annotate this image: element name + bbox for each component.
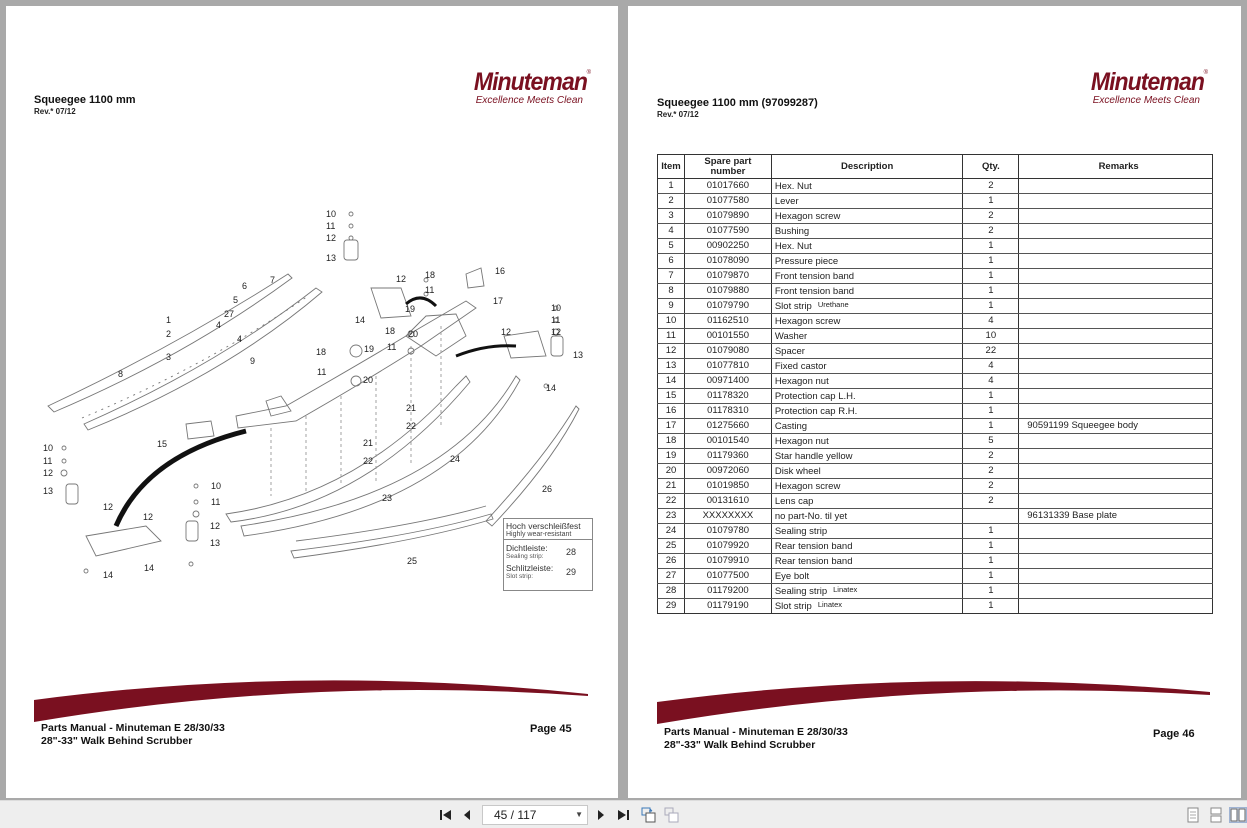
cell-part-number: 01179190 <box>684 599 771 614</box>
table-row <box>658 269 1213 284</box>
callout-item-number: 8 <box>118 369 124 379</box>
legend-row-slot-strip: Schlitzleiste: Slot strip: 29 <box>506 563 576 580</box>
cell-qty: 4 <box>963 314 1019 329</box>
callout-item-number: 18 <box>385 326 396 336</box>
cell-part-number: 01179360 <box>684 449 771 464</box>
cell-remarks <box>1019 584 1213 599</box>
table-row <box>658 554 1213 569</box>
callout-item-number: 27 <box>224 309 235 319</box>
cell-item: 16 <box>658 404 685 419</box>
cell-description: Hexagon nut <box>771 434 963 449</box>
cell-part-number: 01079780 <box>684 524 771 539</box>
cell-remarks <box>1019 554 1213 569</box>
cell-description: Spacer <box>771 344 963 359</box>
callout-item-number: 10 <box>551 303 562 313</box>
cell-part-number: 01162510 <box>684 314 771 329</box>
callout-item-number: 12 <box>501 327 512 337</box>
cell-description: Front tension band <box>771 269 963 284</box>
footer-manual-title: Parts Manual - Minuteman E 28/30/33 28"-33" Walk Behind Scrubber <box>664 726 848 751</box>
cell-description: Eye bolt <box>771 569 963 584</box>
callout-item-number: 11 <box>425 285 435 295</box>
material-note: Linatex <box>833 585 858 594</box>
cell-qty: 1 <box>963 269 1019 284</box>
header-remarks: Remarks <box>1019 155 1213 179</box>
cell-qty: 1 <box>963 284 1019 299</box>
triangle-left-icon <box>462 809 472 821</box>
callout-item-number: 2 <box>166 329 172 339</box>
table-row <box>658 299 1213 314</box>
callout-item-number: 7 <box>270 275 276 285</box>
callout-item-number: 16 <box>495 266 506 276</box>
cell-part-number: 00972060 <box>684 464 771 479</box>
callout-item-number: 15 <box>157 439 168 449</box>
cell-description: Sealing strip <box>771 524 963 539</box>
table-row <box>658 314 1213 329</box>
cell-qty: 2 <box>963 464 1019 479</box>
page-title: Squeegee 1100 mm (97099287) <box>657 97 818 109</box>
cell-part-number: 01179200 <box>684 584 771 599</box>
cell-description: Washer <box>771 329 963 344</box>
callout-item-number: 6 <box>242 281 248 291</box>
header-description: Description <box>771 155 963 179</box>
callout-item-number: 22 <box>363 456 374 466</box>
callout-item-number: 23 <box>382 493 393 503</box>
table-row <box>658 404 1213 419</box>
cell-description: Hexagon screw <box>771 314 963 329</box>
cell-remarks <box>1019 539 1213 554</box>
skip-to-last-icon <box>616 809 630 821</box>
callout-item-number: 19 <box>405 304 416 314</box>
cell-description: Front tension band <box>771 284 963 299</box>
callout-item-number: 18 <box>425 270 436 280</box>
callout-item-number: 14 <box>355 315 366 325</box>
callout-item-number: 17 <box>493 296 504 306</box>
cell-part-number: 01079890 <box>684 209 771 224</box>
cell-qty: 1 <box>963 539 1019 554</box>
cell-qty: 2 <box>963 449 1019 464</box>
cell-remarks <box>1019 299 1213 314</box>
cell-description: Hex. Nut <box>771 179 963 194</box>
next-page-button[interactable] <box>594 807 608 823</box>
table-row <box>658 419 1213 434</box>
callout-item-number: 4 <box>216 320 222 330</box>
cell-part-number: 01077810 <box>684 359 771 374</box>
callout-item-number: 10 <box>211 481 222 491</box>
cell-remarks <box>1019 449 1213 464</box>
cell-description: Hexagon screw <box>771 479 963 494</box>
cell-part-number: 01079920 <box>684 539 771 554</box>
callout-item-number: 11 <box>211 497 221 507</box>
callout-item-number: 13 <box>573 350 584 360</box>
cell-item: 12 <box>658 344 685 359</box>
callout-item-number: 25 <box>407 556 418 566</box>
cell-description: Bushing <box>771 224 963 239</box>
fit-width-button[interactable] <box>663 807 681 823</box>
callout-item-number: 12 <box>326 233 337 243</box>
table-row <box>658 239 1213 254</box>
legend-row-sealing-strip: Dichtleiste: Sealing strip: 28 <box>506 543 576 560</box>
cell-item: 15 <box>658 389 685 404</box>
callout-item-number: 10 <box>43 443 54 453</box>
callout-item-number: 12 <box>551 327 562 337</box>
cell-description: no part-No. til yet <box>771 509 963 524</box>
table-row <box>658 509 1213 524</box>
cell-qty: 10 <box>963 329 1019 344</box>
cell-item: 10 <box>658 314 685 329</box>
table-row <box>658 449 1213 464</box>
cell-remarks <box>1019 374 1213 389</box>
callout-item-number: 12 <box>396 274 407 284</box>
two-page-icon <box>1230 808 1246 822</box>
cell-item: 25 <box>658 539 685 554</box>
cell-remarks <box>1019 224 1213 239</box>
cell-qty: 2 <box>963 494 1019 509</box>
cell-qty: 1 <box>963 599 1019 614</box>
cell-description: Slot strip $^{Urethane}$ <box>771 299 963 314</box>
header-qty: Qty. <box>963 155 1019 179</box>
cell-description: Pressure piece <box>771 254 963 269</box>
dropdown-caret-icon: ▼ <box>575 810 583 819</box>
cell-part-number: 01079080 <box>684 344 771 359</box>
callout-item-number: 11 <box>326 221 336 231</box>
continuous-view-button[interactable] <box>1209 807 1223 823</box>
callout-item-number: 12 <box>43 468 54 478</box>
cell-qty: 1 <box>963 524 1019 539</box>
table-row <box>658 359 1213 374</box>
logo-wordmark: Minuteman <box>1090 68 1204 96</box>
logo-tagline: Excellence Meets Clean <box>475 95 583 106</box>
cell-item: 22 <box>658 494 685 509</box>
fit-page-icon <box>641 807 657 823</box>
cell-item: 2 <box>658 194 685 209</box>
cell-item: 6 <box>658 254 685 269</box>
page-number: Page 45 <box>530 723 572 735</box>
cell-item: 24 <box>658 524 685 539</box>
cell-part-number: 01079880 <box>684 284 771 299</box>
cell-remarks <box>1019 254 1213 269</box>
cell-remarks <box>1019 179 1213 194</box>
cell-remarks <box>1019 599 1213 614</box>
cell-remarks <box>1019 404 1213 419</box>
two-page-view-button[interactable] <box>1229 807 1247 823</box>
cell-item: 14 <box>658 374 685 389</box>
single-page-view-button[interactable] <box>1186 807 1200 823</box>
cell-part-number: 01079870 <box>684 269 771 284</box>
cell-item: 18 <box>658 434 685 449</box>
table-header-row <box>658 155 1213 179</box>
cell-part-number: 01077580 <box>684 194 771 209</box>
cell-qty: 1 <box>963 389 1019 404</box>
cell-remarks <box>1019 494 1213 509</box>
table-row <box>658 464 1213 479</box>
cell-part-number: 01019850 <box>684 479 771 494</box>
callout-item-number: 21 <box>406 403 417 413</box>
cell-item: 28 <box>658 584 685 599</box>
table-row <box>658 569 1213 584</box>
cell-item: 11 <box>658 329 685 344</box>
previous-page-button[interactable] <box>460 807 474 823</box>
cell-qty: 4 <box>963 359 1019 374</box>
page-indicator: 45 / 117 <box>494 808 537 822</box>
table-row <box>658 599 1213 614</box>
footer-swoosh <box>628 668 1241 728</box>
cell-description: Star handle yellow <box>771 449 963 464</box>
cell-item: 1 <box>658 179 685 194</box>
callout-item-number: 24 <box>450 454 461 464</box>
table-row <box>658 539 1213 554</box>
cell-description: Fixed castor <box>771 359 963 374</box>
table-row <box>658 389 1213 404</box>
fit-width-icon <box>664 807 680 823</box>
triangle-right-icon <box>596 809 606 821</box>
cell-item: 8 <box>658 284 685 299</box>
callout-item-number: 20 <box>363 375 374 385</box>
cell-description: Rear tension band <box>771 554 963 569</box>
header-item: Item <box>658 155 685 179</box>
cell-description: Slot strip $^{Linatex}$ <box>771 599 963 614</box>
cell-description: Lens cap <box>771 494 963 509</box>
footer-manual-title: Parts Manual - Minuteman E 28/30/33 28"-33" Walk Behind Scrubber <box>41 722 225 747</box>
cell-item: 23 <box>658 509 685 524</box>
cell-remarks <box>1019 389 1213 404</box>
cell-description: Lever <box>771 194 963 209</box>
cell-remarks <box>1019 359 1213 374</box>
table-row <box>658 284 1213 299</box>
table-row <box>658 224 1213 239</box>
table-row <box>658 254 1213 269</box>
skip-to-first-icon <box>439 809 453 821</box>
callout-item-number: 20 <box>408 329 419 339</box>
cell-item: 27 <box>658 569 685 584</box>
callout-item-number: 10 <box>326 209 337 219</box>
table-row <box>658 194 1213 209</box>
callout-item-number: 26 <box>542 484 553 494</box>
cell-qty: 2 <box>963 209 1019 224</box>
cell-item: 26 <box>658 554 685 569</box>
cell-remarks <box>1019 314 1213 329</box>
callout-item-number: 21 <box>363 438 374 448</box>
cell-qty: 1 <box>963 584 1019 599</box>
cell-part-number: 00971400 <box>684 374 771 389</box>
cell-part-number: 00101550 <box>684 329 771 344</box>
cell-description: Hexagon nut <box>771 374 963 389</box>
cell-item: 3 <box>658 209 685 224</box>
material-note: Urethane <box>817 300 849 309</box>
first-page-button[interactable] <box>438 807 454 823</box>
cell-part-number: 00101540 <box>684 434 771 449</box>
table-row <box>658 434 1213 449</box>
cell-part-number: 01079910 <box>684 554 771 569</box>
cell-qty: 1 <box>963 404 1019 419</box>
last-page-button[interactable] <box>615 807 631 823</box>
cell-remarks <box>1019 464 1213 479</box>
wear-resistant-legend: Hoch verschleißfest Highly wear-resistant Dichtleiste: Sealing strip: 28 Schlitzleiste: Slot strip: 29 <box>503 518 593 591</box>
material-note: Linatex <box>817 600 842 609</box>
cell-remarks <box>1019 344 1213 359</box>
callout-item-number: 11 <box>551 315 561 325</box>
callout-item-number: 1 <box>166 315 172 325</box>
cell-remarks <box>1019 479 1213 494</box>
table-row <box>658 494 1213 509</box>
cell-remarks <box>1019 209 1213 224</box>
callout-item-number: 4 <box>237 334 243 344</box>
revision-label: Rev.* 07/12 <box>657 110 699 119</box>
cell-item: 5 <box>658 239 685 254</box>
callout-item-number: 14 <box>546 383 557 393</box>
continuous-pages-icon <box>1210 807 1222 823</box>
cell-remarks: 96131339 Base plate <box>1019 509 1213 524</box>
cell-item: 7 <box>658 269 685 284</box>
cell-remarks <box>1019 524 1213 539</box>
parts-list-table <box>657 154 1213 614</box>
callout-item-number: 9 <box>250 356 256 366</box>
callout-item-number: 22 <box>406 421 417 431</box>
table-row <box>658 179 1213 194</box>
page-number: Page 46 <box>1153 728 1195 740</box>
callout-item-number: 19 <box>364 344 375 354</box>
cell-qty: 1 <box>963 299 1019 314</box>
cell-item: 13 <box>658 359 685 374</box>
cell-part-number: 01077500 <box>684 569 771 584</box>
fit-page-button[interactable] <box>640 807 658 823</box>
cell-description: Protection cap R.H. <box>771 404 963 419</box>
table-row <box>658 524 1213 539</box>
cell-qty <box>963 509 1019 524</box>
cell-remarks <box>1019 434 1213 449</box>
minuteman-logo: Minuteman® Excellence Meets Clean <box>1058 70 1208 106</box>
cell-part-number: 01178320 <box>684 389 771 404</box>
callout-item-number: 14 <box>144 563 155 573</box>
cell-qty: 1 <box>963 239 1019 254</box>
page-46 <box>628 6 1241 798</box>
cell-description: Rear tension band <box>771 539 963 554</box>
cell-description: Disk wheel <box>771 464 963 479</box>
logo-wordmark: Minuteman <box>473 68 587 96</box>
cell-description: Hexagon screw <box>771 209 963 224</box>
cell-qty: 2 <box>963 179 1019 194</box>
cell-qty: 22 <box>963 344 1019 359</box>
callout-item-number: 13 <box>210 538 221 548</box>
table-row <box>658 374 1213 389</box>
revision-label: Rev.* 07/12 <box>34 107 76 116</box>
cell-item: 19 <box>658 449 685 464</box>
cell-remarks: 90591199 Squeegee body <box>1019 419 1213 434</box>
page-45 <box>6 6 618 798</box>
cell-qty: 1 <box>963 194 1019 209</box>
table-row <box>658 479 1213 494</box>
viewer-toolbar <box>0 800 1247 828</box>
cell-remarks <box>1019 329 1213 344</box>
callout-item-number: 11 <box>43 456 53 466</box>
callout-item-number: 5 <box>233 295 239 305</box>
callout-item-number: 12 <box>210 521 221 531</box>
table-row <box>658 584 1213 599</box>
cell-part-number: 00131610 <box>684 494 771 509</box>
cell-description: Protection cap L.H. <box>771 389 963 404</box>
callout-item-number: 12 <box>143 512 154 522</box>
cell-qty: 2 <box>963 479 1019 494</box>
cell-qty: 1 <box>963 419 1019 434</box>
callout-item-number: 18 <box>316 347 327 357</box>
minuteman-logo: Minuteman® Excellence Meets Clean <box>441 70 591 106</box>
cell-part-number: XXXXXXXX <box>684 509 771 524</box>
page-title: Squeegee 1100 mm <box>34 94 136 106</box>
cell-part-number: 01079790 <box>684 299 771 314</box>
callout-item-number: 13 <box>326 253 337 263</box>
cell-qty: 5 <box>963 434 1019 449</box>
header-part-number: Spare part number <box>684 155 771 179</box>
page-number-select[interactable] <box>482 805 588 825</box>
cell-part-number: 01017660 <box>684 179 771 194</box>
cell-part-number: 00902250 <box>684 239 771 254</box>
cell-part-number: 01178310 <box>684 404 771 419</box>
cell-description: Casting <box>771 419 963 434</box>
cell-item: 29 <box>658 599 685 614</box>
table-row <box>658 209 1213 224</box>
callout-item-number: 11 <box>387 342 397 352</box>
cell-item: 20 <box>658 464 685 479</box>
callout-item-number: 13 <box>43 486 54 496</box>
cell-remarks <box>1019 239 1213 254</box>
cell-remarks <box>1019 284 1213 299</box>
cell-qty: 2 <box>963 224 1019 239</box>
cell-remarks <box>1019 194 1213 209</box>
cell-qty: 4 <box>963 374 1019 389</box>
cell-description: Sealing strip $^{Linatex}$ <box>771 584 963 599</box>
cell-item: 4 <box>658 224 685 239</box>
single-page-icon <box>1187 807 1199 823</box>
cell-part-number: 01275660 <box>684 419 771 434</box>
callout-item-number: 14 <box>103 570 114 580</box>
table-row <box>658 329 1213 344</box>
cell-qty: 1 <box>963 254 1019 269</box>
footer-swoosh <box>6 666 618 726</box>
cell-qty: 1 <box>963 554 1019 569</box>
cell-remarks <box>1019 269 1213 284</box>
cell-item: 17 <box>658 419 685 434</box>
cell-part-number: 01078090 <box>684 254 771 269</box>
callout-item-number: 12 <box>103 502 114 512</box>
cell-item: 9 <box>658 299 685 314</box>
cell-remarks <box>1019 569 1213 584</box>
cell-description: Hex. Nut <box>771 239 963 254</box>
logo-tagline: Excellence Meets Clean <box>1092 95 1200 106</box>
cell-item: 21 <box>658 479 685 494</box>
cell-part-number: 01077590 <box>684 224 771 239</box>
callout-item-number: 3 <box>166 352 172 362</box>
callout-item-number: 11 <box>317 367 327 377</box>
cell-qty: 1 <box>963 569 1019 584</box>
table-row <box>658 344 1213 359</box>
